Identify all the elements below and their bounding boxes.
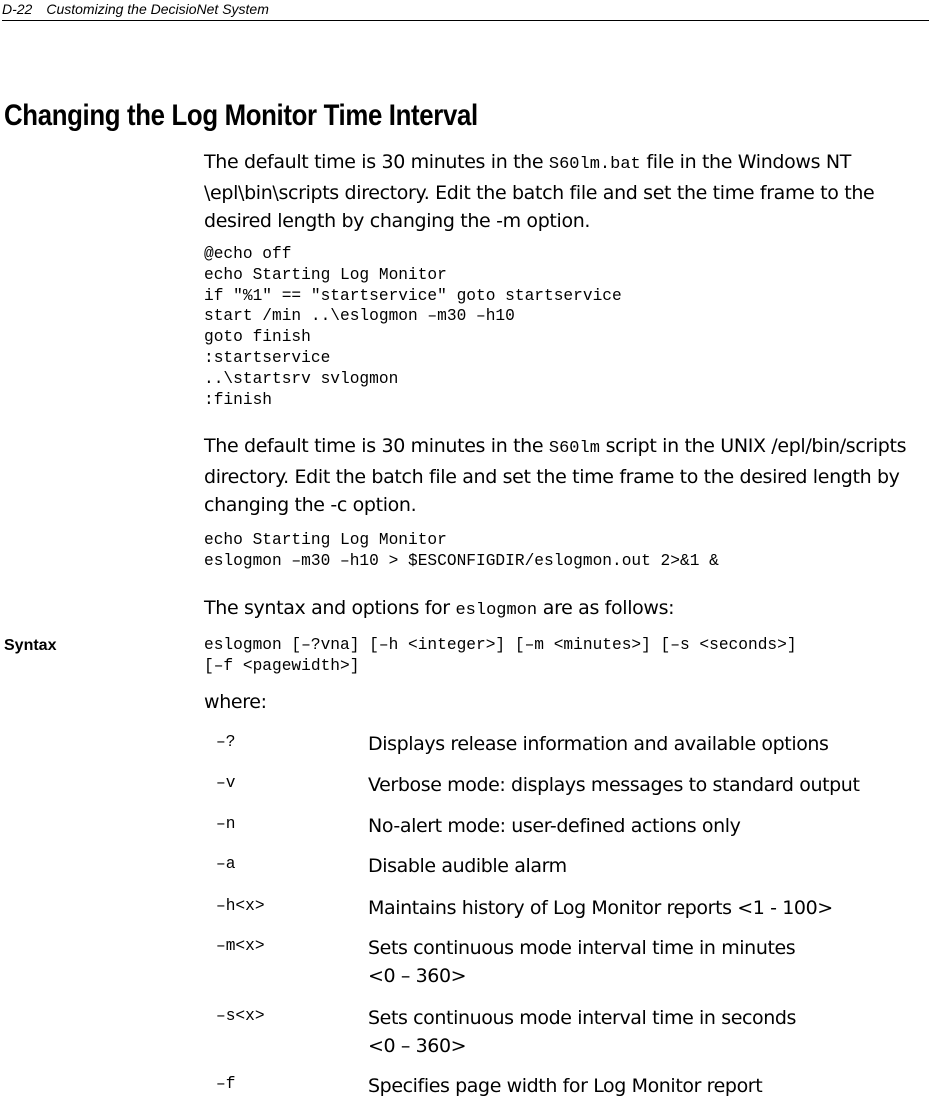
option-description: Sets continuous mode interval time in seconds <0 – 360> [368,1007,797,1057]
page-number: D-22 [2,1,33,17]
option-flag: –n [216,815,236,833]
option-flag: –h<x> [216,897,265,915]
where-label: where: [204,691,267,713]
windows-text-b: file in the Windows NT \epl\bin\scripts directory. Edit the batch file and set the time frame to the desired length by changing the -m option. [204,151,875,232]
option-description: No-alert mode: user-defined actions only [368,815,741,837]
syntax-intro [204,594,928,625]
syntax-label: Syntax [4,637,57,654]
option-description: Sets continuous mode interval time in minutes <0 – 360> [368,937,796,987]
unix-script-code: echo Starting Log Monitor eslogmon –m30 –h10 > $ESCONFIGDIR/eslogmon.out 2>&1 & [204,531,719,570]
windows-paragraph [204,148,928,235]
running-title: Customizing the DecisioNet System [46,1,269,17]
section-title: Changing the Log Monitor Time Interval [4,99,478,132]
option-flag: –f [216,1075,236,1093]
syntax-intro-text-a: The syntax and options for [204,597,456,619]
option-description: Verbose mode: displays messages to standard output [368,774,860,796]
option-flag: –m<x> [216,937,265,955]
command-name: eslogmon [455,601,538,620]
running-header [2,0,929,21]
windows-batch-code: @echo off echo Starting Log Monitor if "%1" == "startservice" goto startservice start /min ..\eslogmon –m30 –h10 goto finish :startservice ..\startsrv svlogmon :finish [204,245,622,409]
unix-text-b: script in the UNIX /epl/bin/scripts directory. Edit the batch file and set the time frame to the desired length by changing the -c option. [204,435,907,516]
option-description: Specifies page width for Log Monitor report [368,1075,763,1097]
syntax-intro-text-b: are as follows: [537,597,675,619]
windows-batch-filename: S60lm.bat [548,155,641,174]
unix-script-filename: S60lm [548,439,600,458]
unix-paragraph [204,432,928,519]
option-flag: –? [216,733,236,751]
option-description: Displays release information and available options [368,733,829,755]
option-description: Disable audible alarm [368,855,567,877]
option-description: Maintains history of Log Monitor reports <1 - 100> [368,897,833,919]
option-flag: –v [216,774,236,792]
option-flag: –s<x> [216,1007,265,1025]
syntax-code: eslogmon [–?vna] [–h <integer>] [–m <minutes>] [–s <seconds>] [–f <pagewidth>] [204,636,797,675]
option-flag: –a [216,855,236,873]
unix-text-a: The default time is 30 minutes in the [204,435,549,457]
windows-text-a: The default time is 30 minutes in the [204,151,549,173]
